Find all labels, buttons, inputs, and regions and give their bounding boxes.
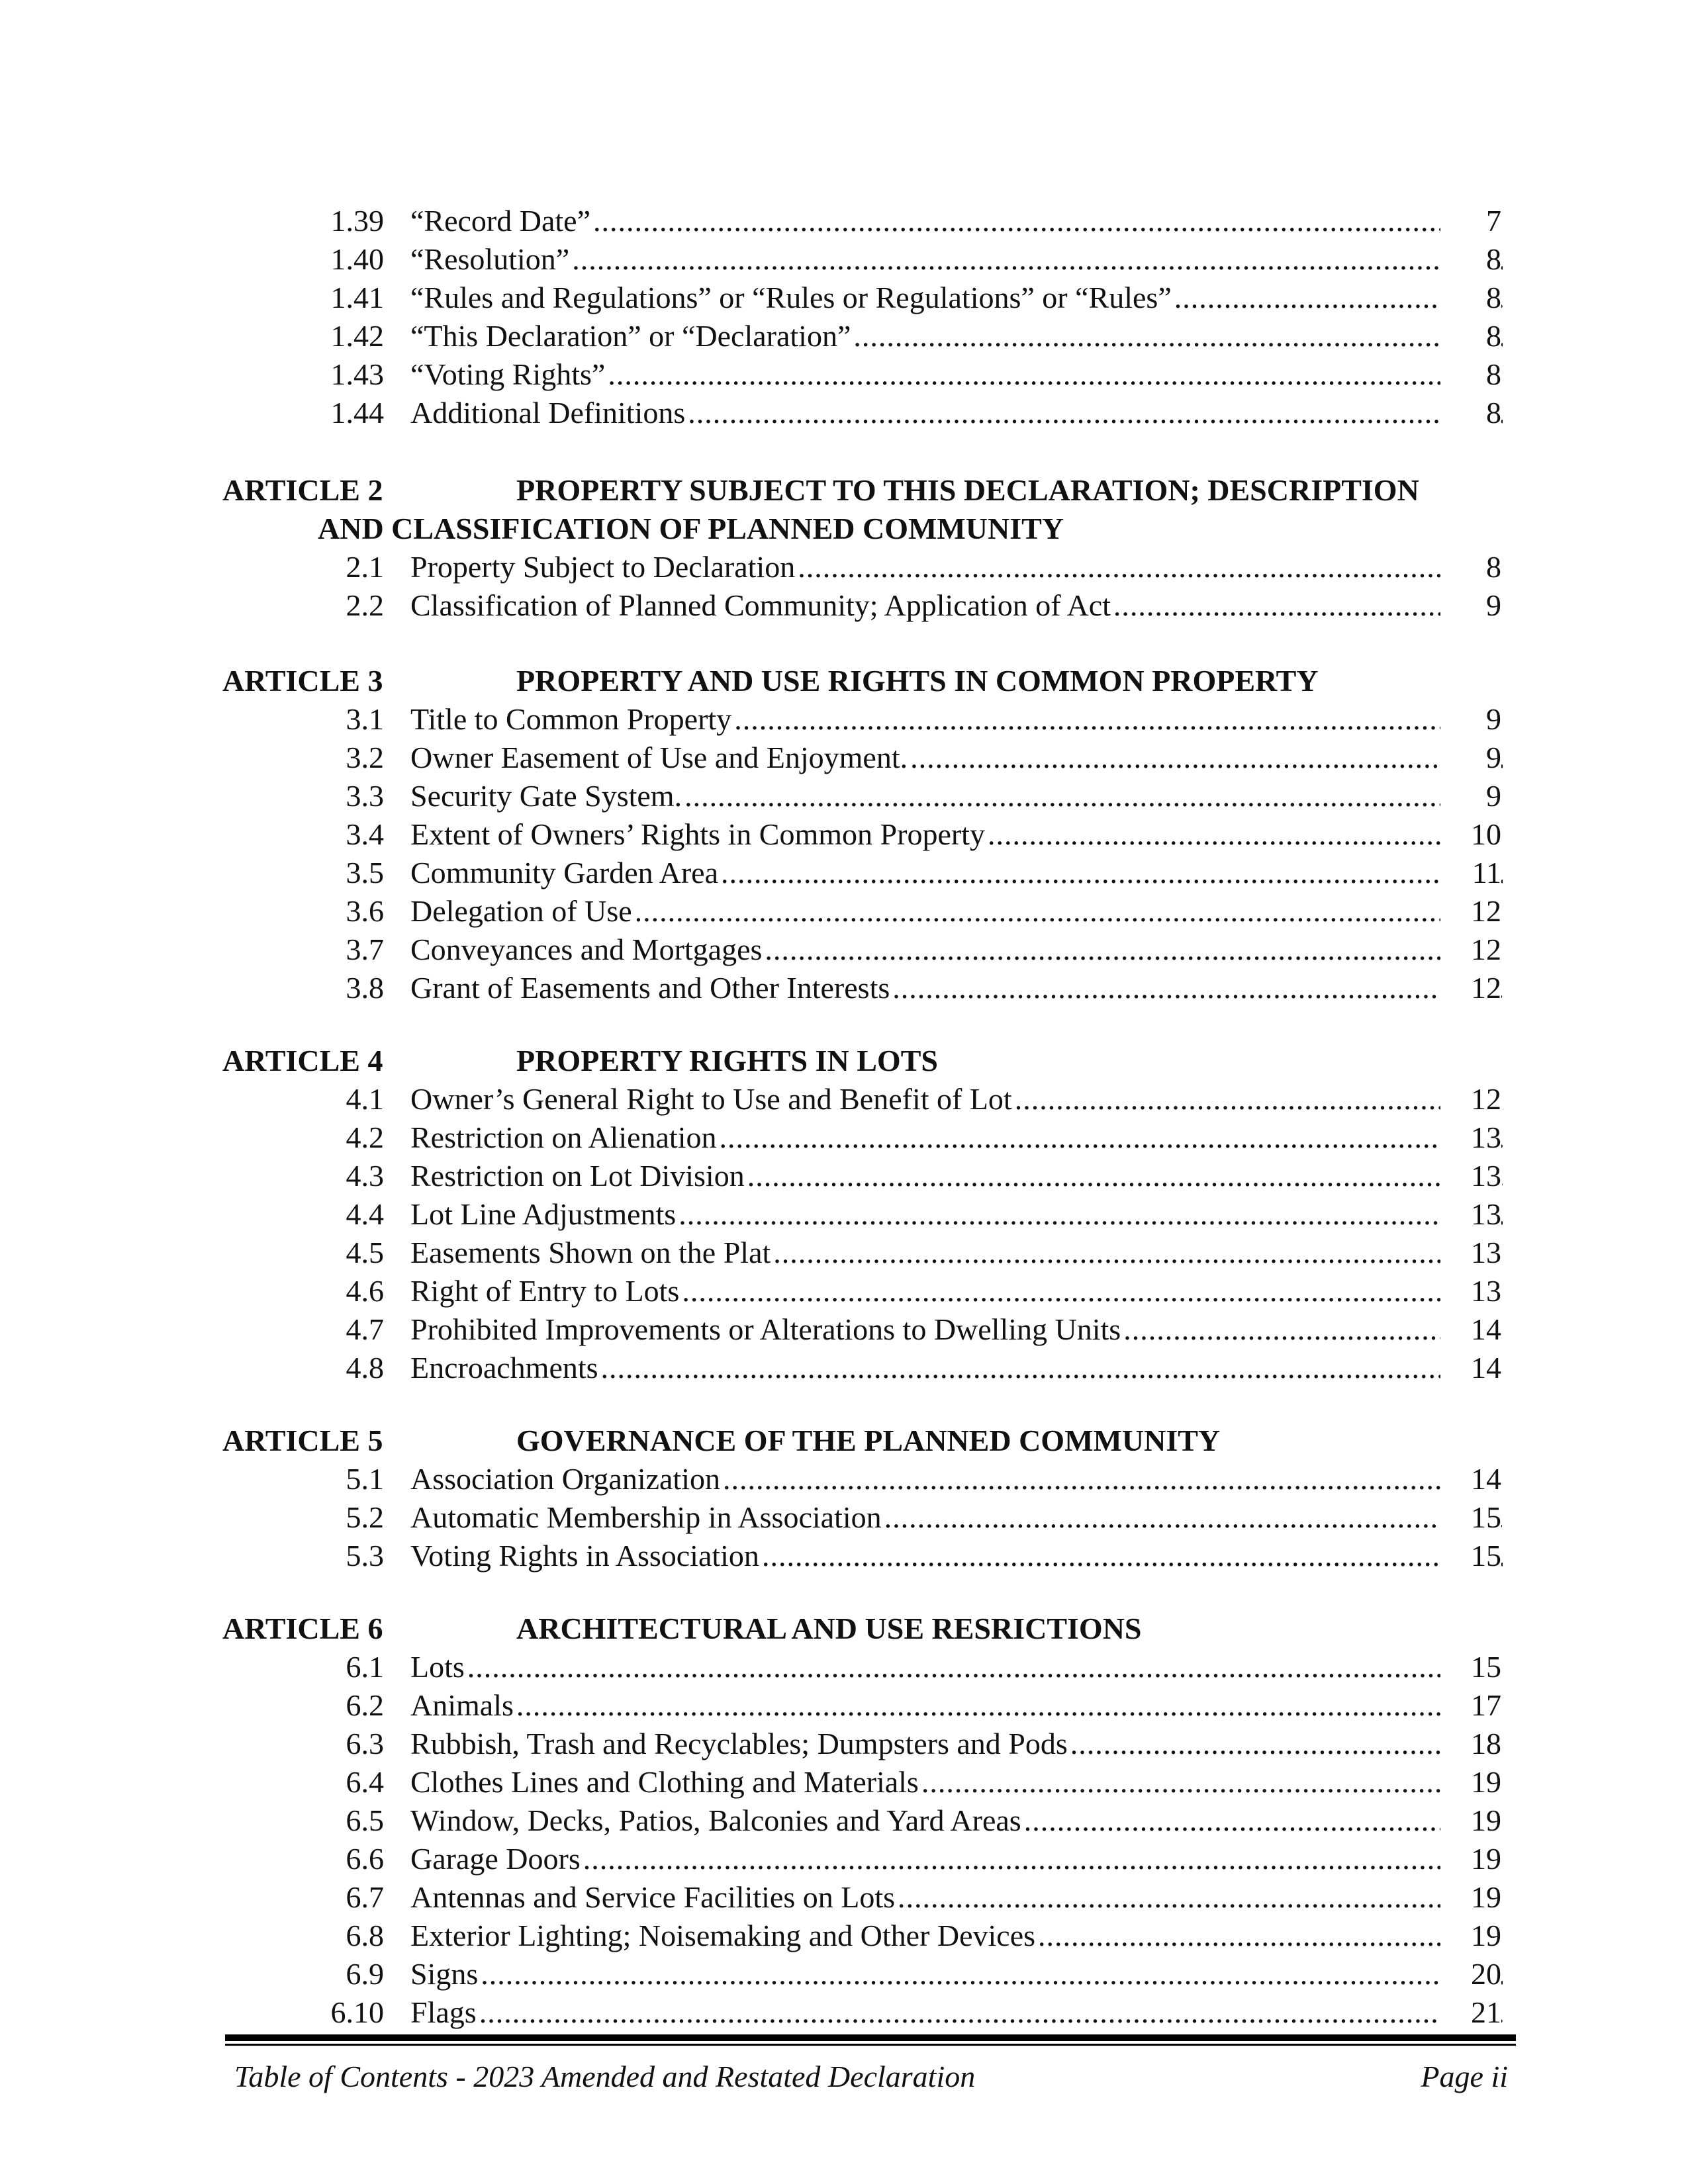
article-title: PROPERTY RIGHTS IN LOTS xyxy=(516,1044,938,1077)
article-label: ARTICLE 2 xyxy=(222,473,383,507)
section-number: 3.4 xyxy=(346,817,384,851)
toc-entry[interactable] xyxy=(0,1917,1688,1955)
toc-entry[interactable] xyxy=(0,1686,1688,1725)
toc-entry[interactable] xyxy=(0,240,1688,279)
section-number: 1.42 xyxy=(330,319,384,353)
toc-entry[interactable] xyxy=(0,1537,1688,1575)
article-label: ARTICLE 5 xyxy=(222,1424,383,1457)
section-title: Classification of Planned Community; Application of Act xyxy=(410,588,1113,622)
article-heading[interactable] xyxy=(0,662,1688,700)
section-number: 3.7 xyxy=(346,933,384,966)
section-number: 4.7 xyxy=(346,1312,384,1346)
section-number: 1.41 xyxy=(330,281,384,314)
toc-entry[interactable] xyxy=(0,1272,1688,1310)
article-label: ARTICLE 3 xyxy=(222,664,383,698)
section-number: 4.4 xyxy=(346,1197,384,1231)
section-title: Additional Definitions xyxy=(410,396,688,430)
section-number: 1.44 xyxy=(330,396,384,430)
toc-entry[interactable] xyxy=(0,854,1688,892)
section-number: 6.8 xyxy=(346,1919,384,1952)
toc-entry[interactable] xyxy=(0,1648,1688,1686)
page-number: 12 xyxy=(1440,969,1501,1007)
article-heading[interactable] xyxy=(0,471,1688,510)
toc-entry[interactable] xyxy=(0,1080,1688,1118)
page-number: 21 xyxy=(1440,1993,1501,2032)
toc-entry[interactable] xyxy=(0,1234,1688,1272)
section-number: 4.8 xyxy=(346,1351,384,1385)
section-number: 5.3 xyxy=(346,1539,384,1572)
section-title: Restriction on Alienation xyxy=(410,1120,720,1154)
section-title: Conveyances and Mortgages xyxy=(410,933,765,966)
section-number: 4.5 xyxy=(346,1236,384,1269)
section-title: Community Garden Area xyxy=(410,856,721,889)
toc-entry[interactable] xyxy=(0,1349,1688,1387)
page-number: 19 xyxy=(1440,1840,1501,1878)
footer-title: Table of Contents - 2023 Amended and Restated Declaration xyxy=(234,2060,976,2093)
toc-entry[interactable] xyxy=(0,202,1688,240)
page-number: 8 xyxy=(1440,548,1501,586)
section-number: 2.1 xyxy=(346,550,384,584)
section-title: Exterior Lighting; Noisemaking and Other Devices xyxy=(410,1919,1038,1952)
article-heading[interactable] xyxy=(0,1042,1688,1080)
toc-entry[interactable] xyxy=(0,777,1688,815)
section-number: 6.10 xyxy=(330,1995,384,2029)
page-number: 12 xyxy=(1440,1080,1501,1118)
section-number: 6.3 xyxy=(346,1727,384,1760)
section-title: Lots xyxy=(410,1650,467,1684)
section-number: 3.6 xyxy=(346,894,384,928)
toc-entry[interactable] xyxy=(0,931,1688,969)
page-number: 8 xyxy=(1440,394,1501,432)
toc-entry[interactable] xyxy=(0,548,1688,586)
page-number: 8 xyxy=(1440,279,1501,317)
article-title: GOVERNANCE OF THE PLANNED COMMUNITY xyxy=(516,1424,1221,1457)
page-number: 11 xyxy=(1440,854,1501,892)
article-heading[interactable] xyxy=(0,1610,1688,1648)
toc-entry[interactable] xyxy=(0,1801,1688,1840)
section-title: Antennas and Service Facilities on Lots xyxy=(410,1880,898,1914)
toc-entry[interactable] xyxy=(0,815,1688,854)
page-number: 8 xyxy=(1440,355,1501,394)
toc-entry[interactable] xyxy=(0,969,1688,1007)
toc-entry[interactable] xyxy=(0,394,1688,432)
page-number: 15 xyxy=(1440,1537,1501,1575)
section-title: “Voting Rights” xyxy=(410,357,608,391)
toc-entry[interactable] xyxy=(0,1157,1688,1195)
page-number: 17 xyxy=(1440,1686,1501,1725)
article-label: ARTICLE 4 xyxy=(222,1044,383,1077)
section-title: Grant of Easements and Other Interests xyxy=(410,971,892,1005)
footer-rule-thick xyxy=(225,2034,1516,2041)
section-title: Signs xyxy=(410,1957,481,1991)
page-number: 12 xyxy=(1440,931,1501,969)
toc-entry[interactable] xyxy=(0,1725,1688,1763)
page-number: 12 xyxy=(1440,892,1501,931)
section-title: Garage Doors xyxy=(410,1842,583,1876)
page-number: 20 xyxy=(1440,1955,1501,1993)
toc-entry[interactable] xyxy=(0,317,1688,355)
section-number: 5.2 xyxy=(346,1500,384,1534)
section-number: 3.3 xyxy=(346,779,384,813)
page-number: 7 xyxy=(1440,202,1501,240)
section-title: “Rules and Regulations” or “Rules or Regulations” or “Rules” xyxy=(410,281,1174,314)
section-number: 6.4 xyxy=(346,1765,384,1799)
section-number: 3.5 xyxy=(346,856,384,889)
page-number: 10 xyxy=(1440,815,1501,854)
page-number: 13 xyxy=(1440,1272,1501,1310)
section-number: 6.1 xyxy=(346,1650,384,1684)
page-number: 9 xyxy=(1440,700,1501,739)
toc-entry[interactable] xyxy=(0,1195,1688,1234)
section-number: 4.2 xyxy=(346,1120,384,1154)
section-number: 4.1 xyxy=(346,1082,384,1116)
toc-entry[interactable] xyxy=(0,700,1688,739)
section-title: “This Declaration” or “Declaration” xyxy=(410,319,853,353)
section-number: 3.8 xyxy=(346,971,384,1005)
section-number: 1.40 xyxy=(330,242,384,276)
section-title: Owner’s General Right to Use and Benefit of Lot xyxy=(410,1082,1015,1116)
section-title: “Resolution” xyxy=(410,242,572,276)
section-number: 1.43 xyxy=(330,357,384,391)
page-number: 9 xyxy=(1440,586,1501,625)
section-number: 4.3 xyxy=(346,1159,384,1193)
footer-rule-thin xyxy=(225,2044,1516,2046)
toc-entry[interactable] xyxy=(0,355,1688,394)
section-number: 4.6 xyxy=(346,1274,384,1308)
toc-entry[interactable] xyxy=(0,1955,1688,1993)
section-title: “Record Date” xyxy=(410,204,593,238)
section-title: Extent of Owners’ Rights in Common Property xyxy=(410,817,988,851)
page-number: 19 xyxy=(1440,1801,1501,1840)
page-number: 19 xyxy=(1440,1763,1501,1801)
section-number: 6.5 xyxy=(346,1803,384,1837)
page-number: 13 xyxy=(1440,1118,1501,1157)
toc-entry[interactable] xyxy=(0,586,1688,625)
page-number: 15 xyxy=(1440,1648,1501,1686)
section-title: Security Gate System. xyxy=(410,779,684,813)
section-title: Easements Shown on the Plat xyxy=(410,1236,773,1269)
toc-entry[interactable] xyxy=(0,1840,1688,1878)
page-number: 14 xyxy=(1440,1349,1501,1387)
article-title-continuation: AND CLASSIFICATION OF PLANNED COMMUNITY xyxy=(318,512,1064,545)
section-number: 3.1 xyxy=(346,702,384,736)
toc-entry[interactable] xyxy=(0,1118,1688,1157)
footer-page-number: Page ii xyxy=(1421,2060,1508,2093)
section-number: 5.1 xyxy=(346,1462,384,1496)
article-title: PROPERTY AND USE RIGHTS IN COMMON PROPERTY xyxy=(516,664,1319,698)
page-number: 18 xyxy=(1440,1725,1501,1763)
toc-entry[interactable] xyxy=(0,1460,1688,1498)
section-title: Rubbish, Trash and Recyclables; Dumpsters and Pods xyxy=(410,1727,1070,1760)
article-title: PROPERTY SUBJECT TO THIS DECLARATION; DESCRIPTION xyxy=(516,473,1419,507)
toc-entry[interactable] xyxy=(0,1310,1688,1349)
page-number: 19 xyxy=(1440,1917,1501,1955)
toc-entry[interactable] xyxy=(0,892,1688,931)
page-number: 9 xyxy=(1440,777,1501,815)
section-title: Association Organization xyxy=(410,1462,723,1496)
section-title: Window, Decks, Patios, Balconies and Yard Areas xyxy=(410,1803,1024,1837)
section-title: Delegation of Use xyxy=(410,894,635,928)
page-number: 15 xyxy=(1440,1498,1501,1537)
page-number: 14 xyxy=(1440,1310,1501,1349)
section-title: Flags xyxy=(410,1995,479,2029)
page-footer xyxy=(0,2057,1688,2097)
toc-entry[interactable] xyxy=(0,1498,1688,1537)
article-label: ARTICLE 6 xyxy=(222,1612,383,1645)
article-title: ARCHITECTURAL AND USE RESRICTIONS xyxy=(516,1612,1142,1645)
page-number: 13 xyxy=(1440,1157,1501,1195)
section-number: 6.2 xyxy=(346,1688,384,1722)
page-number: 8 xyxy=(1440,240,1501,279)
section-title: Clothes Lines and Clothing and Materials xyxy=(410,1765,921,1799)
page-number: 8 xyxy=(1440,317,1501,355)
article-heading[interactable] xyxy=(0,1422,1688,1460)
section-title: Title to Common Property xyxy=(410,702,734,736)
section-title: Lot Line Adjustments xyxy=(410,1197,679,1231)
section-title: Right of Entry to Lots xyxy=(410,1274,682,1308)
section-number: 6.9 xyxy=(346,1957,384,1991)
toc-entry[interactable] xyxy=(0,1878,1688,1917)
section-title: Owner Easement of Use and Enjoyment. xyxy=(410,741,910,774)
page-number: 9 xyxy=(1440,739,1501,777)
section-title: Restriction on Lot Division xyxy=(410,1159,747,1193)
section-number: 1.39 xyxy=(330,204,384,238)
section-number: 6.7 xyxy=(346,1880,384,1914)
section-title: Animals xyxy=(410,1688,516,1722)
toc-entry[interactable] xyxy=(0,1763,1688,1801)
section-title: Encroachments xyxy=(410,1351,601,1385)
section-title: Property Subject to Declaration xyxy=(410,550,798,584)
page-number: 13 xyxy=(1440,1195,1501,1234)
section-number: 6.6 xyxy=(346,1842,384,1876)
page-number: 19 xyxy=(1440,1878,1501,1917)
toc-entry[interactable] xyxy=(0,1993,1688,2032)
section-title: Prohibited Improvements or Alterations to Dwelling Units xyxy=(410,1312,1123,1346)
page-number: 14 xyxy=(1440,1460,1501,1498)
toc-entry[interactable] xyxy=(0,279,1688,317)
page-number: 13 xyxy=(1440,1234,1501,1272)
section-title: Voting Rights in Association xyxy=(410,1539,762,1572)
toc-entry[interactable] xyxy=(0,739,1688,777)
section-number: 2.2 xyxy=(346,588,384,622)
section-number: 3.2 xyxy=(346,741,384,774)
section-title: Automatic Membership in Association xyxy=(410,1500,884,1534)
